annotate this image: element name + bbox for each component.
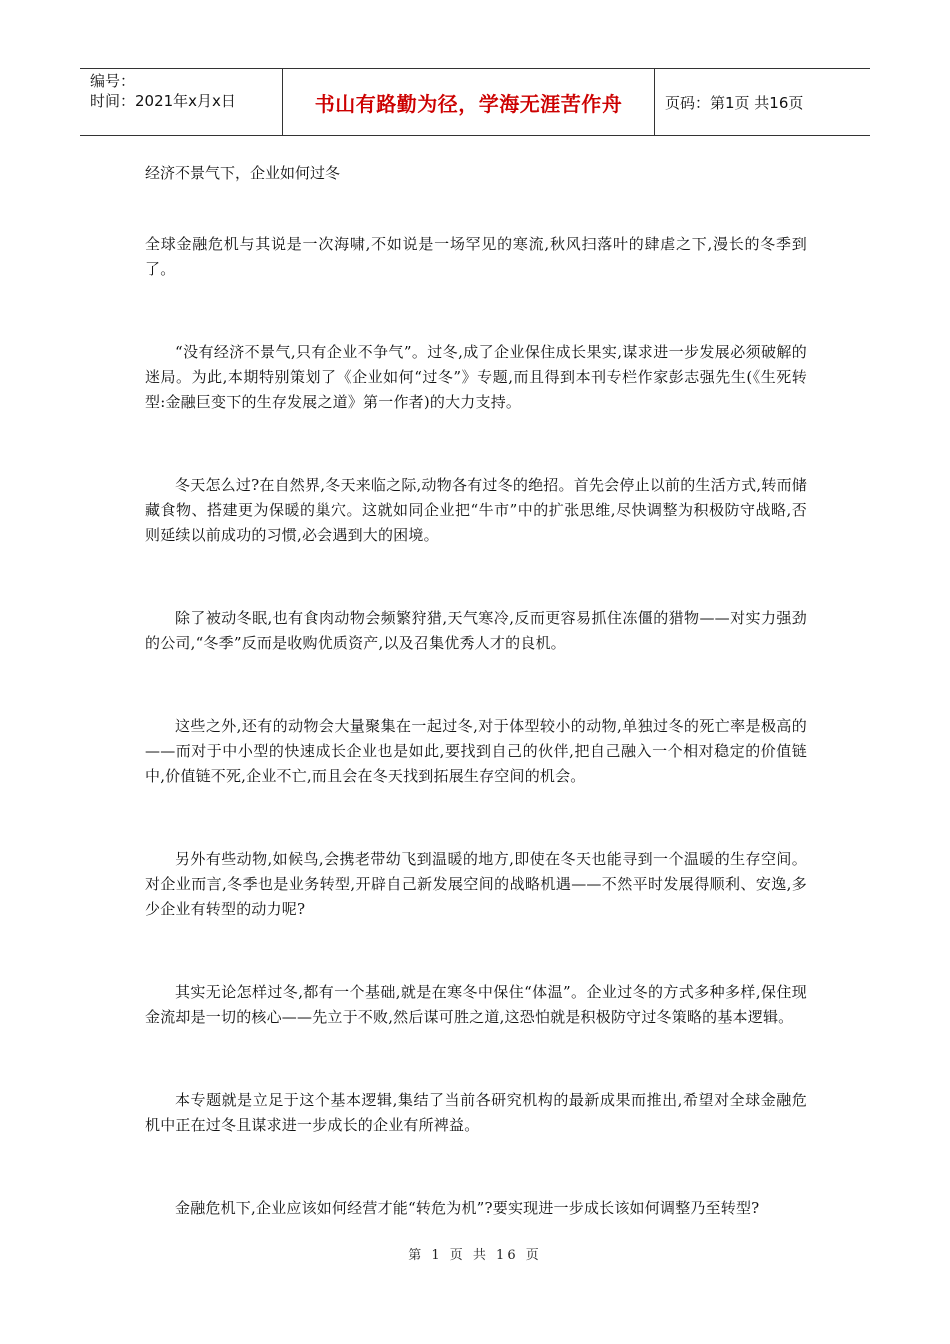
document-title: 经济不景气下，企业如何过冬 xyxy=(145,164,341,182)
paragraph: 除了被动冬眠,也有食肉动物会频繁狩猎,天气寒冷,反而更容易抓住冻僵的猎物——对实力强劲的公司,“冬季”反而是收购优质资产,以及召集优秀人才的良机。 xyxy=(145,609,807,652)
paragraph: 冬天怎么过?在自然界,冬天来临之际,动物各有过冬的绝招。首先会停止以前的生活方式,转而储藏食物、搭建更为保暖的巢穴。这就如同企业把“牛市”中的扩张思维,尽快调整为积极防守战略,否则延续以前成功的习惯,必会遇到大的困境。 xyxy=(145,476,807,544)
header-page-info: 页码：第1页 共16页 xyxy=(665,93,804,112)
paragraph: 这些之外,还有的动物会大量聚集在一起过冬,对于体型较小的动物,单独过冬的死亡率是极高的——而对于中小型的快速成长企业也是如此,要找到自己的伙伴,把自己融入一个相对稳定的价值链中,价值链不死,企业不亡,而且会在冬天找到拓展生存空间的机会。 xyxy=(145,717,807,785)
document-body xyxy=(145,232,807,1279)
header-motto: 书山有路勤为径，学海无涯苦作舟 xyxy=(283,69,655,135)
page-footer: 第 1 页 共 16 页 xyxy=(408,1248,542,1263)
paragraph: 其实无论怎样过冬,都有一个基础,就是在寒冬中保住“体温”。企业过冬的方式多种多样,保住现金流却是一切的核心——先立于不败,然后谋可胜之道,这恐怕就是积极防守过冬策略的基本逻辑。 xyxy=(145,983,807,1026)
document-date-label: 时间：2021年x月x日 xyxy=(90,92,236,110)
paragraph: 金融危机下,企业应该如何经营才能“转危为机”?要实现进一步成长该如何调整乃至转型? xyxy=(175,1199,760,1217)
page-header xyxy=(80,68,870,136)
header-meta-cell xyxy=(80,69,283,135)
paragraph: “没有经济不景气,只有企业不争气”。过冬,成了企业保住成长果实,谋求进一步发展必须破解的迷局。为此,本期特别策划了《企业如何“过冬”》专题,而且得到本刊专栏作家彭志强先生(《生死转型:金融巨变下的生存发展之道》第一作者)的大力支持。 xyxy=(145,343,807,411)
paragraph: 全球金融危机与其说是一次海啸,不如说是一场罕见的寒流,秋风扫落叶的肆虐之下,漫长的冬季到了。 xyxy=(145,235,807,278)
paragraph: 另外有些动物,如候鸟,会携老带幼飞到温暖的地方,即使在冬天也能寻到一个温暖的生存空间。对企业而言,冬季也是业务转型,开辟自己新发展空间的战略机遇——不然平时发展得顺利、安逸,多少企业有转型的动力呢? xyxy=(145,850,807,918)
paragraph: 本专题就是立足于这个基本逻辑,集结了当前各研究机构的最新成果而推出,希望对全球金融危机中正在过冬且谋求进一步成长的企业有所裨益。 xyxy=(145,1091,807,1134)
document-number-label: 编号： xyxy=(90,72,136,90)
